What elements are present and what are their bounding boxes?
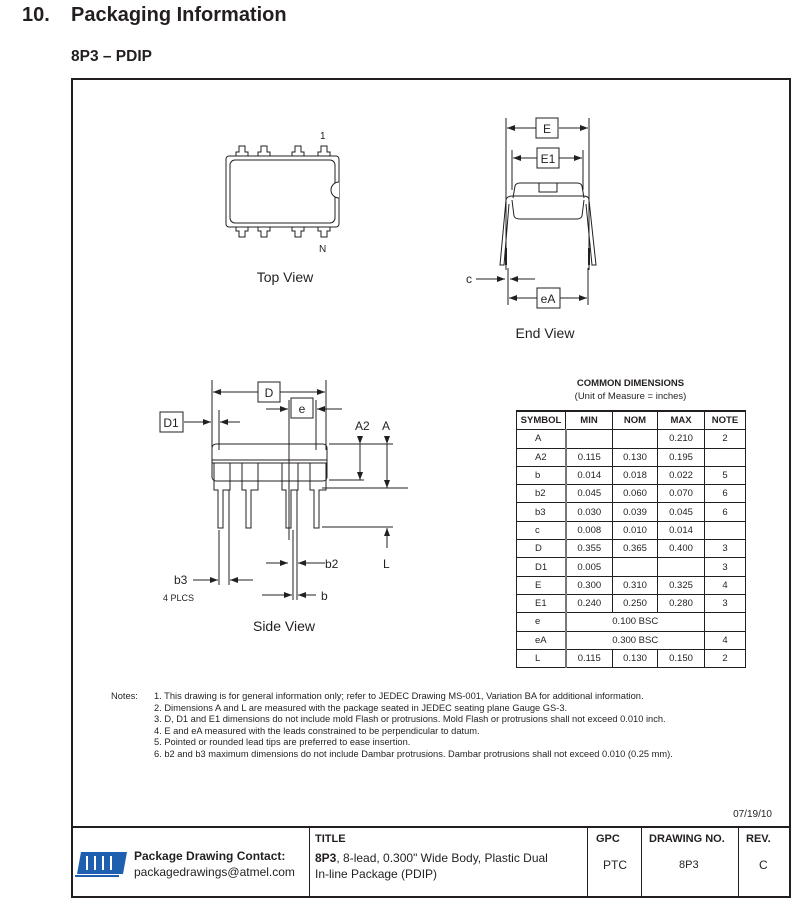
value-cell: 0.355 [566, 540, 613, 558]
symbol-cell: c [517, 521, 566, 539]
plcs-label: 4 PLCS [163, 593, 195, 603]
value-cell: 4 [705, 631, 746, 649]
pin [318, 227, 330, 237]
value-cell [658, 558, 705, 576]
common-dimensions-table [516, 410, 746, 668]
contact-label: Package Drawing Contact: [134, 849, 286, 863]
value-cell: 0.210 [658, 430, 705, 448]
value-cell: 0.018 [613, 466, 658, 484]
dim-D1: D1 [163, 416, 179, 430]
value-cell: 2 [705, 430, 746, 448]
value-cell: 0.008 [566, 521, 613, 539]
revision-value: C [759, 858, 768, 872]
column-header: SYMBOL [517, 411, 566, 430]
value-cell: 0.045 [566, 485, 613, 503]
symbol-cell: e [517, 613, 566, 631]
symbol-cell: A [517, 430, 566, 448]
value-cell: 0.039 [613, 503, 658, 521]
gpc-header: GPC [596, 833, 620, 845]
pin [318, 146, 330, 156]
end-view-label: End View [515, 325, 575, 341]
title-description: , 8-lead, 0.300" Wide Body, Plastic Dual [336, 851, 548, 865]
table-row [517, 448, 746, 466]
table-row [517, 430, 746, 448]
dim-E1: E1 [540, 152, 556, 166]
value-cell [613, 430, 658, 448]
symbol-cell: A2 [517, 448, 566, 466]
value-cell: 6 [705, 485, 746, 503]
table-row [517, 466, 746, 484]
dim-b3: b3 [174, 573, 188, 587]
table-row [517, 613, 746, 631]
table-row [517, 576, 746, 594]
dim-b: b [321, 589, 328, 603]
column-header: MAX [658, 411, 705, 430]
note-item: 6. b2 and b3 maximum dimensions do not include Dambar protrusions. Dambar protrusions shall not exceed 0.010 (0.25 mm). [154, 748, 673, 759]
dim-eA: eA [540, 292, 556, 306]
gpc-value: PTC [603, 858, 627, 872]
lead [282, 463, 298, 528]
drawing-date: 07/19/10 [733, 809, 772, 820]
dim-e: e [298, 402, 306, 416]
value-cell: 2 [705, 649, 746, 667]
value-cell [705, 521, 746, 539]
section-number: 10. [22, 4, 50, 26]
side-view-label: Side View [252, 618, 316, 634]
dim-E: E [542, 122, 552, 136]
symbol-cell: E [517, 576, 566, 594]
value-cell: 0.325 [658, 576, 705, 594]
value-cell: 0.014 [566, 466, 613, 484]
lead [214, 463, 230, 528]
value-cell [705, 613, 746, 631]
value-cell: 0.240 [566, 594, 613, 612]
column-header: NOM [613, 411, 658, 430]
pin [236, 146, 248, 156]
pinN-label: N [319, 244, 327, 255]
dim-c: c [466, 272, 472, 286]
value-cell: 0.300 BSC [566, 631, 705, 649]
dim-A2: A2 [355, 419, 370, 433]
note-item: 5. Pointed or rounded lead tips are preferred to ease insertion. [154, 737, 411, 748]
value-cell: 0.010 [613, 521, 658, 539]
value-cell: 0.022 [658, 466, 705, 484]
table-row [517, 503, 746, 521]
symbol-cell: D [517, 540, 566, 558]
value-cell: 0.150 [658, 649, 705, 667]
title-part-number: 8P3 [315, 851, 337, 865]
package-title: 8P3 – PDIP [71, 48, 152, 65]
note-item: 3. D, D1 and E1 dimensions do not include mold Flash or protrusions. Mold Flash or protrusions shall not exceed 0.010 inch. [154, 714, 666, 725]
value-cell: 4 [705, 576, 746, 594]
note-item: 1. This drawing is for general information only; refer to JEDEC Drawing MS-001, Variation BA for additional information. [154, 691, 644, 701]
value-cell: 0.130 [613, 649, 658, 667]
pin [236, 227, 248, 237]
value-cell: 0.100 BSC [566, 613, 705, 631]
value-cell: 3 [705, 594, 746, 612]
symbol-cell: L [517, 649, 566, 667]
value-cell: 0.014 [658, 521, 705, 539]
value-cell: 3 [705, 540, 746, 558]
note-item: 2. Dimensions A and L are measured with the package seated in JEDEC seating plane Gauge GS-3. [154, 702, 568, 713]
value-cell: 6 [705, 503, 746, 521]
value-cell: 0.400 [658, 540, 705, 558]
symbol-cell: eA [517, 631, 566, 649]
atmel-logo [75, 848, 131, 880]
column-header: NOTE [705, 411, 746, 430]
pin [258, 227, 270, 237]
value-cell: 0.310 [613, 576, 658, 594]
value-cell: 0.005 [566, 558, 613, 576]
contact-email[interactable]: packagedrawings@atmel.com [134, 865, 295, 879]
end-view-drawing [466, 118, 596, 341]
unit-of-measure: (Unit of Measure = inches) [574, 391, 687, 402]
value-cell: 0.070 [658, 485, 705, 503]
symbol-cell: b3 [517, 503, 566, 521]
symbol-cell: b [517, 466, 566, 484]
table-row [517, 594, 746, 612]
pin [258, 146, 270, 156]
top-view-label: Top View [256, 269, 314, 285]
title-block [71, 826, 789, 898]
symbol-cell: D1 [517, 558, 566, 576]
value-cell: 0.060 [613, 485, 658, 503]
table-row [517, 485, 746, 503]
section-title: Packaging Information [71, 4, 287, 26]
pin1-label: 1 [320, 131, 326, 142]
value-cell [705, 448, 746, 466]
lead [242, 463, 258, 528]
table-row [517, 540, 746, 558]
table-row [517, 649, 746, 667]
revision-header: REV. [746, 833, 771, 845]
table-row [517, 558, 746, 576]
table-row [517, 521, 746, 539]
symbol-cell: b2 [517, 485, 566, 503]
note-item: 4. E and eA measured with the leads constrained to be perpendicular to datum. [154, 725, 480, 736]
column-header: MIN [566, 411, 613, 430]
value-cell: 3 [705, 558, 746, 576]
value-cell: 0.365 [613, 540, 658, 558]
value-cell: 0.115 [566, 649, 613, 667]
value-cell: 0.300 [566, 576, 613, 594]
pin [292, 227, 304, 237]
value-cell: 0.280 [658, 594, 705, 612]
value-cell: 0.195 [658, 448, 705, 466]
pin [292, 146, 304, 156]
value-cell [613, 558, 658, 576]
dim-b2: b2 [325, 557, 339, 571]
value-cell: 0.030 [566, 503, 613, 521]
notes-label: Notes: [111, 691, 138, 701]
dim-D: D [264, 386, 274, 400]
common-dimensions-title: COMMON DIMENSIONS [576, 378, 685, 389]
title-header: TITLE [315, 833, 346, 845]
drawing-number-value: 8P3 [679, 859, 699, 871]
top-view-drawing [226, 131, 339, 285]
table-row [517, 631, 746, 649]
dim-L: L [383, 557, 390, 571]
value-cell [566, 430, 613, 448]
value-cell: 0.130 [613, 448, 658, 466]
value-cell: 0.250 [613, 594, 658, 612]
drawing-number-header: DRAWING NO. [649, 833, 725, 845]
value-cell: 0.045 [658, 503, 705, 521]
title-line2: In-line Package (PDIP) [315, 867, 438, 881]
dim-A: A [382, 419, 391, 433]
value-cell: 5 [705, 466, 746, 484]
side-view-drawing [160, 380, 408, 634]
value-cell: 0.115 [566, 448, 613, 466]
symbol-cell: E1 [517, 594, 566, 612]
lead [310, 463, 326, 528]
